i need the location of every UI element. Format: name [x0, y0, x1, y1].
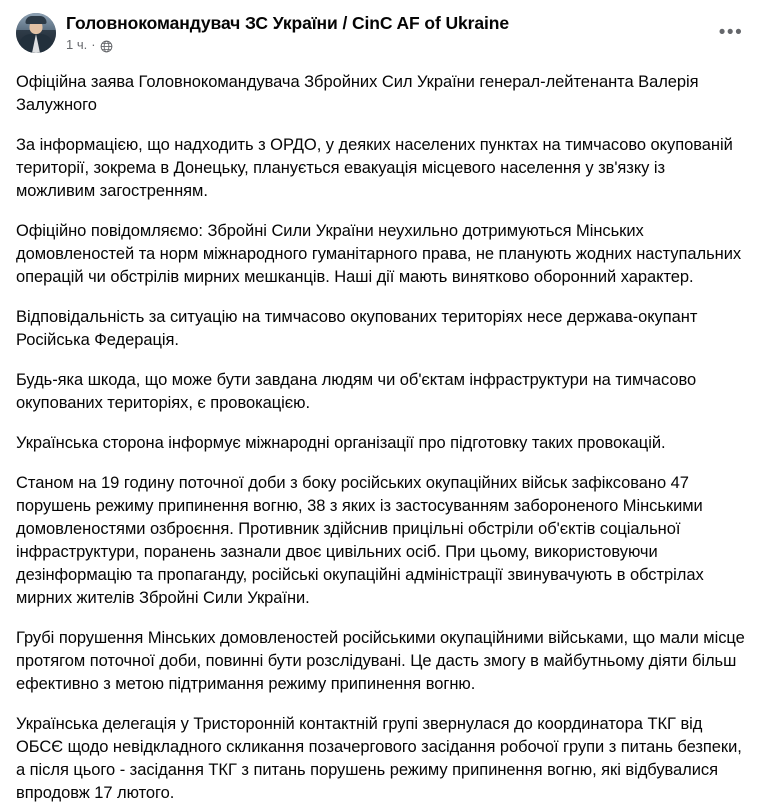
page-name[interactable]: Головнокомандувач ЗС України / CinC AF of Ukraine	[66, 13, 509, 33]
post-header	[16, 12, 748, 58]
post-timestamp[interactable]: 1 ч.	[66, 37, 88, 52]
post-paragraph: За інформацією, що надходить з ОРДО, у деяких населених пунктах на тимчасово окупованій території, зокрема в Донецьку, планується евакуація місцевого населення у зв'язку із можливим загостренням.	[16, 136, 733, 200]
post-paragraph: Офіційно повідомляємо: Збройні Сили України неухильно дотримуються Мінських домовленостей та норм міжнародного гуманітарного права, не планують жодних наступальних операцій чи обстрілів мирних мешканців. Наші дії мають винятково оборонний характер.	[16, 222, 742, 286]
post-body	[16, 71, 748, 805]
post-options-button[interactable]: •••	[718, 22, 744, 43]
post-paragraph: Українська сторона інформує міжнародні організації про підготовку таких провокацій.	[16, 434, 666, 452]
post-paragraph: Будь-яка шкода, що може бути завдана людям чи об'єктам інфраструктури на тимчасово окупованих територіях, є провокацією.	[16, 371, 697, 412]
post-paragraph: Офіційна заява Головнокомандувача Збройних Сил України генерал-лейтенанта Валерія Залужного	[16, 73, 699, 114]
globe-icon[interactable]	[100, 40, 113, 53]
post-meta	[66, 37, 748, 53]
post-paragraph: Станом на 19 годину поточної доби з боку російських окупаційних військ зафіксовано 47 порушень режиму припинення вогню, 38 з яких із застосуванням забороненого Мінськими домовленостями озброєння. Противник здійснив прицільні обстріли об'єктів соціальної інфраструктури, поранень зазнали двоє цивільних осіб. При цьому, використовуючи дезінформацію та пропаганду, російські окупаційні адміністрації звинувачують в обстрілах мирних жителів Збройні Сили України.	[16, 474, 704, 607]
post-paragraph: Українська делегація у Тристоронній контактній групі звернулася до координатора ТКГ від ОБСЄ щодо невідкладного скликання позачергового засідання робочої групи з питань безпеки, а після цього - засідання ТКГ з питань порушень режиму припинення вогню, які відбувалися впродовж 17 лютого.	[16, 715, 742, 802]
post-paragraph: Відповідальність за ситуацію на тимчасово окупованих територіях несе держава-окупант Російська Федерація.	[16, 308, 698, 349]
avatar[interactable]	[16, 13, 56, 53]
meta-separator: ·	[91, 37, 96, 52]
avatar-cap	[26, 16, 47, 24]
post-header-text	[66, 12, 748, 53]
post-paragraph: Грубі порушення Мінських домовленостей російськими окупаційними військами, що мали місце протягом поточної доби, повинні бути розслідувані. Це дасть змогу в майбутньому діяти більш ефективно з метою підтримання режиму припинення вогню.	[16, 629, 745, 693]
